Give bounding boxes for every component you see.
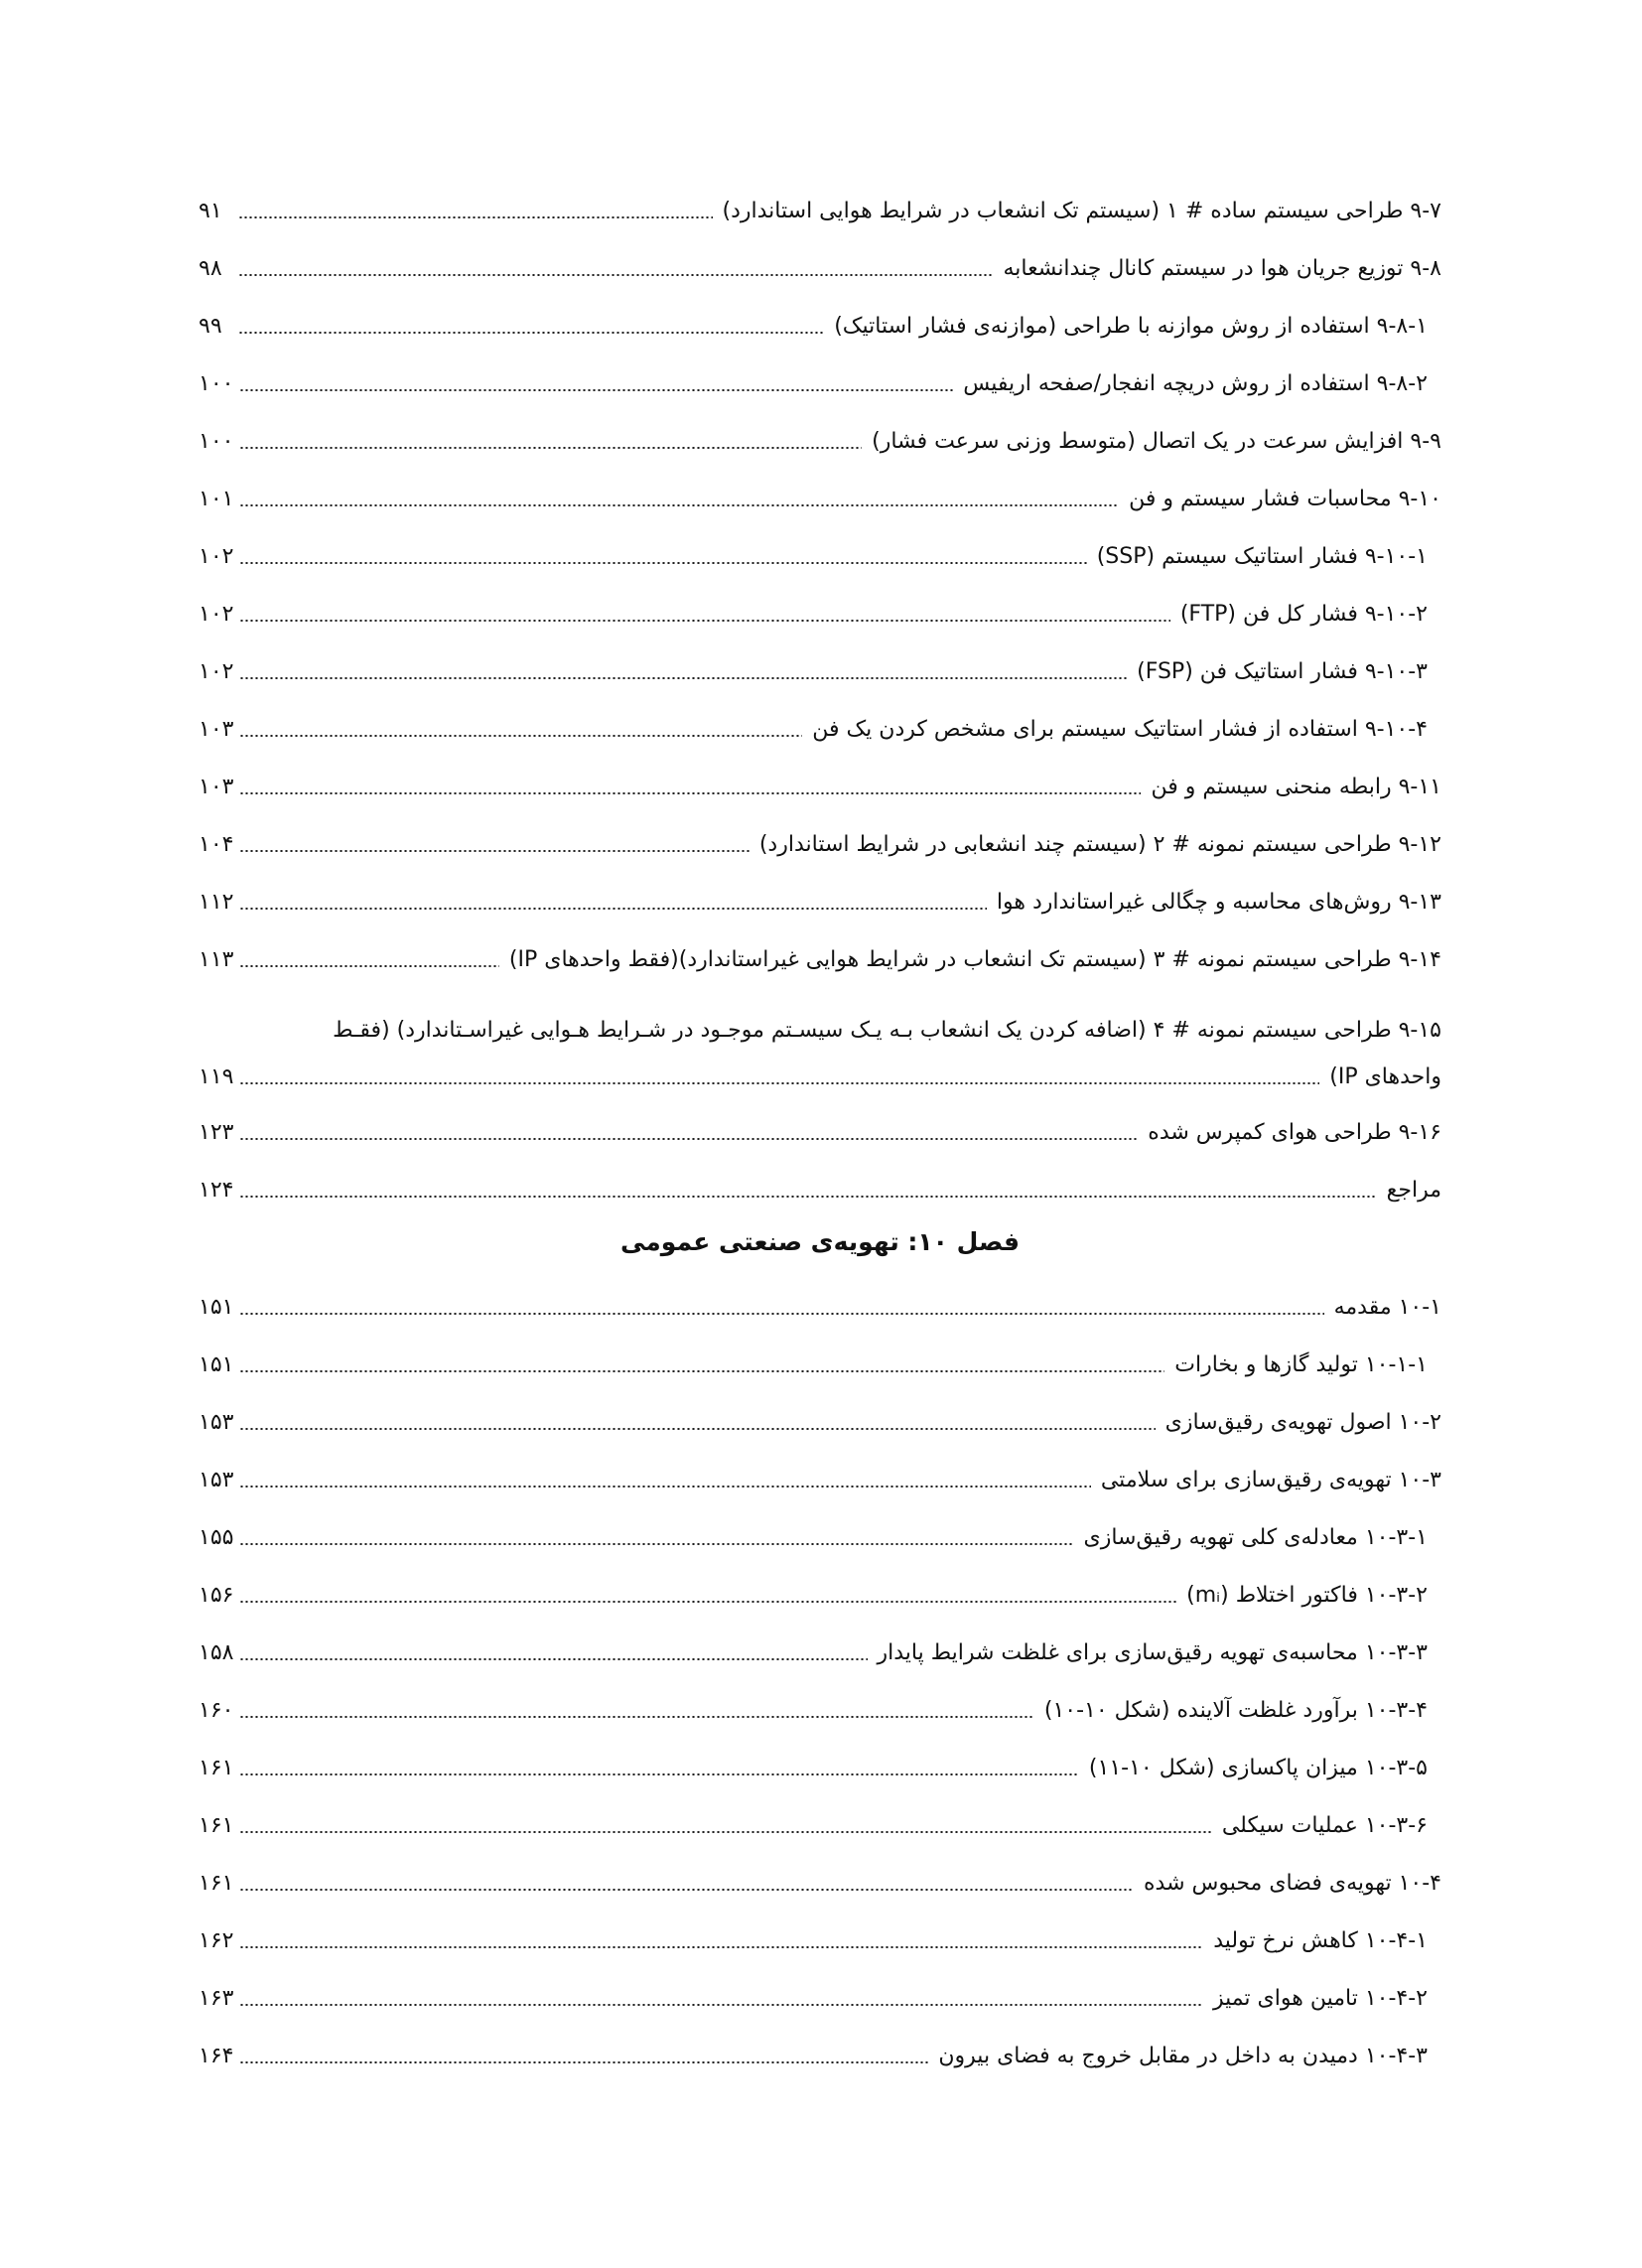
toc-entry-page-number: ۹۹ (199, 314, 222, 339)
toc-entry-page-number: ۱۵۳ (199, 1410, 234, 1435)
toc-entry[interactable] (199, 1104, 1441, 1162)
dot-leader (239, 562, 1086, 564)
toc-entry-title: ۹-۱۰ محاسبات فشار سیستم و فن (1125, 489, 1441, 510)
toc-entry[interactable] (199, 183, 1441, 240)
toc-entry-page-number: ۱۰۲ (199, 602, 234, 627)
toc-entry-title-line-1: ۹-۱۵ طراحی سیستم نمونه # ۴ (اضافه کردن یک انشعاب بـه یـک سیسـتم موجـود در شـرایط هـوایی غیراسـتاندارد) (فقـط (333, 1018, 1441, 1043)
toc-entry[interactable] (199, 1337, 1441, 1394)
toc-entry-page-number: ۱۵۳ (199, 1468, 234, 1492)
toc-entry-page-number: ۱۰۲ (199, 659, 234, 684)
toc-entry[interactable] (199, 528, 1441, 586)
toc-entry[interactable] (199, 1162, 1441, 1219)
toc-entry-title: ۱۰-۴-۳ دمیدن به داخل در مقابل خروج به فضای بیرون (934, 2046, 1428, 2067)
toc-entry[interactable] (199, 1682, 1441, 1740)
toc-list (199, 1279, 1441, 2085)
dot-leader (239, 1370, 1164, 1372)
toc-entry-title: ۱۰-۳-۶ عملیات سیکلی (1218, 1815, 1428, 1837)
dot-leader (239, 1486, 1090, 1488)
toc-entry-page-number: ۱۰۰ (199, 429, 234, 454)
dot-leader (239, 908, 986, 910)
toc-entry-page-number: ۱۶۲ (199, 1928, 234, 1953)
toc-entry-title: ۹-۱۱ رابطه منحنی سیستم و فن (1147, 777, 1441, 798)
toc-entry-title: ۱۰-۴ تهویه‌ی فضای محبوس شده (1140, 1873, 1441, 1895)
toc-entry[interactable] (199, 1740, 1441, 1797)
dot-leader (239, 1716, 1033, 1718)
toc-entry-page-number: ۱۰۳ (199, 775, 234, 799)
toc-entry-title: ۱۰-۲ اصول تهویه‌ی رقیق‌سازی (1162, 1412, 1441, 1434)
dot-leader (239, 2004, 1202, 2006)
toc-entry-title: ۱۰-۳-۴ برآورد غلظت آلاینده (شکل ۱۰-۱۰) (1040, 1700, 1428, 1722)
toc-entry-title: ۱۰-۳ تهویه‌ی رقیق‌سازی برای سلامتی (1097, 1470, 1441, 1491)
toc-entry[interactable] (199, 816, 1441, 874)
toc-entry-page-number: ۱۲۴ (199, 1178, 234, 1203)
toc-entry[interactable] (199, 1279, 1441, 1337)
dot-leader (239, 1082, 1319, 1084)
dot-leader (239, 1889, 1134, 1891)
dot-leader (239, 850, 749, 852)
toc-section-chapter-9 (199, 183, 1441, 1219)
toc-entry[interactable] (199, 1509, 1441, 1567)
dot-leader (238, 274, 993, 276)
wrapped-entry-block (199, 1009, 1441, 1088)
dot-leader (239, 792, 1141, 794)
toc-entry-title: ۱۰-۳-۳ محاسبه‌ی تهویه رقیق‌سازی برای غلظت شرایط پایدار (874, 1642, 1429, 1664)
dot-leader (239, 620, 1169, 622)
toc-entry[interactable] (199, 1913, 1441, 1970)
toc-entry[interactable] (199, 355, 1441, 413)
toc-entry-title: ۹-۷ طراحی سیستم ساده # ۱ (سیستم تک انشعاب در شرایط هوایی استاندارد) (719, 201, 1442, 222)
toc-entry-page-number: ۱۰۱ (199, 487, 234, 511)
toc-entry[interactable] (199, 298, 1441, 355)
toc-entry-title: ۹-۸-۱ استفاده از روش موازنه با طراحی (موازنه‌ی فشار استاتیک) (830, 316, 1428, 338)
dot-leader (239, 1658, 867, 1660)
dot-leader (238, 332, 824, 334)
toc-entry-title: ۹-۸-۲ استفاده از روش دریچه انفجار/صفحه اریفیس (959, 373, 1428, 395)
toc-entry-title: ۹-۱۶ طراحی هوای کمپرس شده (1144, 1122, 1441, 1144)
toc-entry[interactable] (199, 931, 1441, 989)
toc-entry-wrapped[interactable] (199, 989, 1441, 1104)
toc-entry-title: ۹-۱۰-۱ فشار استاتیک سیستم (SSP) (1093, 546, 1428, 568)
toc-entry[interactable] (199, 586, 1441, 643)
dot-leader (239, 1138, 1138, 1140)
toc-entry-page-number: ۱۶۰ (199, 1698, 234, 1723)
toc-entry-page-number: ۱۵۸ (199, 1640, 234, 1665)
chapter-heading: فصل ۱۰: تهویه‌ی صنعتی عمومی (620, 1227, 1020, 1256)
toc-entry-title: ۹-۱۲ طراحی سیستم نمونه # ۲ (سیستم چند انشعابی در شرایط استاندارد) (755, 834, 1441, 856)
toc-entry[interactable] (199, 471, 1441, 528)
dot-leader (239, 504, 1119, 506)
dot-leader (239, 1773, 1078, 1775)
toc-entry[interactable] (199, 240, 1441, 298)
toc-entry-title: ۱۰-۴-۲ تامین هوای تمیز (1209, 1988, 1428, 2010)
dot-leader (239, 389, 953, 391)
dot-leader (239, 1428, 1155, 1430)
toc-entry[interactable] (199, 643, 1441, 701)
toc-entry-title: ۹-۱۰-۲ فشار کل فن (FTP) (1176, 604, 1428, 626)
toc-entry[interactable] (199, 1625, 1441, 1682)
toc-entry-title: ۱۰-۴-۱ کاهش نرخ تولید (1209, 1930, 1428, 1952)
toc-entry-page-number: ۹۱ (199, 199, 222, 223)
toc-entry-page-number: ۱۵۶ (199, 1583, 234, 1608)
dot-leader (239, 1946, 1203, 1948)
toc-entry-page-number: ۱۵۵ (199, 1525, 234, 1550)
dot-leader (238, 216, 713, 218)
toc-entry-title: ۹-۱۰-۳ فشار استاتیک فن (FSP) (1133, 661, 1428, 683)
toc-entry[interactable] (199, 1567, 1441, 1625)
toc-entry[interactable] (199, 1452, 1441, 1509)
toc-entry[interactable] (199, 1394, 1441, 1452)
dot-leader (239, 1831, 1211, 1833)
dot-leader (239, 1196, 1376, 1198)
toc-entry-page-number: ۱۰۴ (199, 832, 234, 857)
toc-entry-title: ۱۰-۳-۲ فاکتور اختلاط (mᵢ) (1182, 1585, 1428, 1607)
toc-entry-title-line-2: واحدهای IP) (1325, 1066, 1441, 1088)
toc-entry[interactable] (199, 1970, 1441, 2028)
dot-leader (239, 965, 498, 967)
toc-entry[interactable] (199, 874, 1441, 931)
toc-entry-title: ۱۰-۳-۵ میزان پاکسازی (شکل ۱۰-۱۱) (1085, 1758, 1428, 1779)
toc-entry-title-line-2-row (199, 1066, 1441, 1088)
toc-entry[interactable] (199, 2028, 1441, 2085)
toc-entry-title: ۹-۸ توزیع جریان هوا در سیستم کانال چندانشعابه (999, 258, 1441, 280)
toc-entry-page-number: ۱۶۱ (199, 1756, 234, 1780)
toc-entry-page-number: ۱۶۴ (199, 2044, 234, 2068)
toc-entry-title: ۹-۱۳ روش‌های محاسبه و چگالی غیراستاندارد هوا (993, 892, 1441, 914)
toc-entry-page-number: ۱۱۹ (199, 1064, 234, 1089)
toc-entry-page-number: ۱۵۱ (199, 1352, 234, 1377)
dot-leader (239, 1601, 1176, 1603)
toc-entry-page-number: ۱۰۲ (199, 544, 234, 569)
dot-leader (239, 447, 862, 449)
toc-entry-title: ۹-۱۰-۴ استفاده از فشار استاتیک سیستم برای مشخص کردن یک فن (808, 719, 1428, 741)
dot-leader (239, 1313, 1323, 1315)
toc-section-chapter-10 (199, 1279, 1441, 2085)
dot-leader (239, 735, 802, 737)
toc-entry[interactable] (199, 1855, 1441, 1913)
toc-entry-page-number: ۱۶۱ (199, 1871, 234, 1896)
toc-list (199, 183, 1441, 989)
toc-entry-page-number: ۱۱۲ (199, 890, 234, 915)
toc-entry[interactable] (199, 759, 1441, 816)
toc-entry-title: مراجع (1383, 1180, 1441, 1202)
toc-entry-page-number: ۱۶۳ (199, 1986, 234, 2011)
toc-entry[interactable] (199, 413, 1441, 471)
toc-entry-page-number: ۱۲۳ (199, 1120, 234, 1145)
toc-entry-title: ۹-۱۴ طراحی سیستم نمونه # ۳ (سیستم تک انشعاب در شرایط هوایی غیراستاندارد)(فقط واحدهای IP) (505, 949, 1441, 971)
toc-entry[interactable] (199, 1797, 1441, 1855)
toc-entry-page-number: ۱۵۱ (199, 1295, 234, 1320)
toc-entry-page-number: ۹۸ (199, 256, 222, 281)
dot-leader (239, 1543, 1073, 1545)
toc-entry-title: ۱۰-۱ مقدمه (1330, 1297, 1441, 1319)
dot-leader (239, 2061, 928, 2063)
toc-list-tail (199, 1104, 1441, 1219)
toc-entry-page-number: ۱۶۱ (199, 1813, 234, 1838)
dot-leader (239, 677, 1127, 679)
toc-entry-page-number: ۱۰۰ (199, 371, 234, 396)
toc-entry-page-number: ۱۰۳ (199, 717, 234, 742)
toc-entry-title: ۱۰-۳-۱ معادله‌ی کلی تهویه رقیق‌سازی (1080, 1527, 1429, 1549)
toc-entry-page-number: ۱۱۳ (199, 947, 234, 972)
toc-entry[interactable] (199, 701, 1441, 759)
toc-entry-title: ۹-۹ افزایش سرعت در یک اتصال (متوسط وزنی سرعت فشار) (868, 431, 1441, 453)
toc-entry-title: ۱۰-۱-۱ تولید گازها و بخارات (1170, 1354, 1428, 1376)
